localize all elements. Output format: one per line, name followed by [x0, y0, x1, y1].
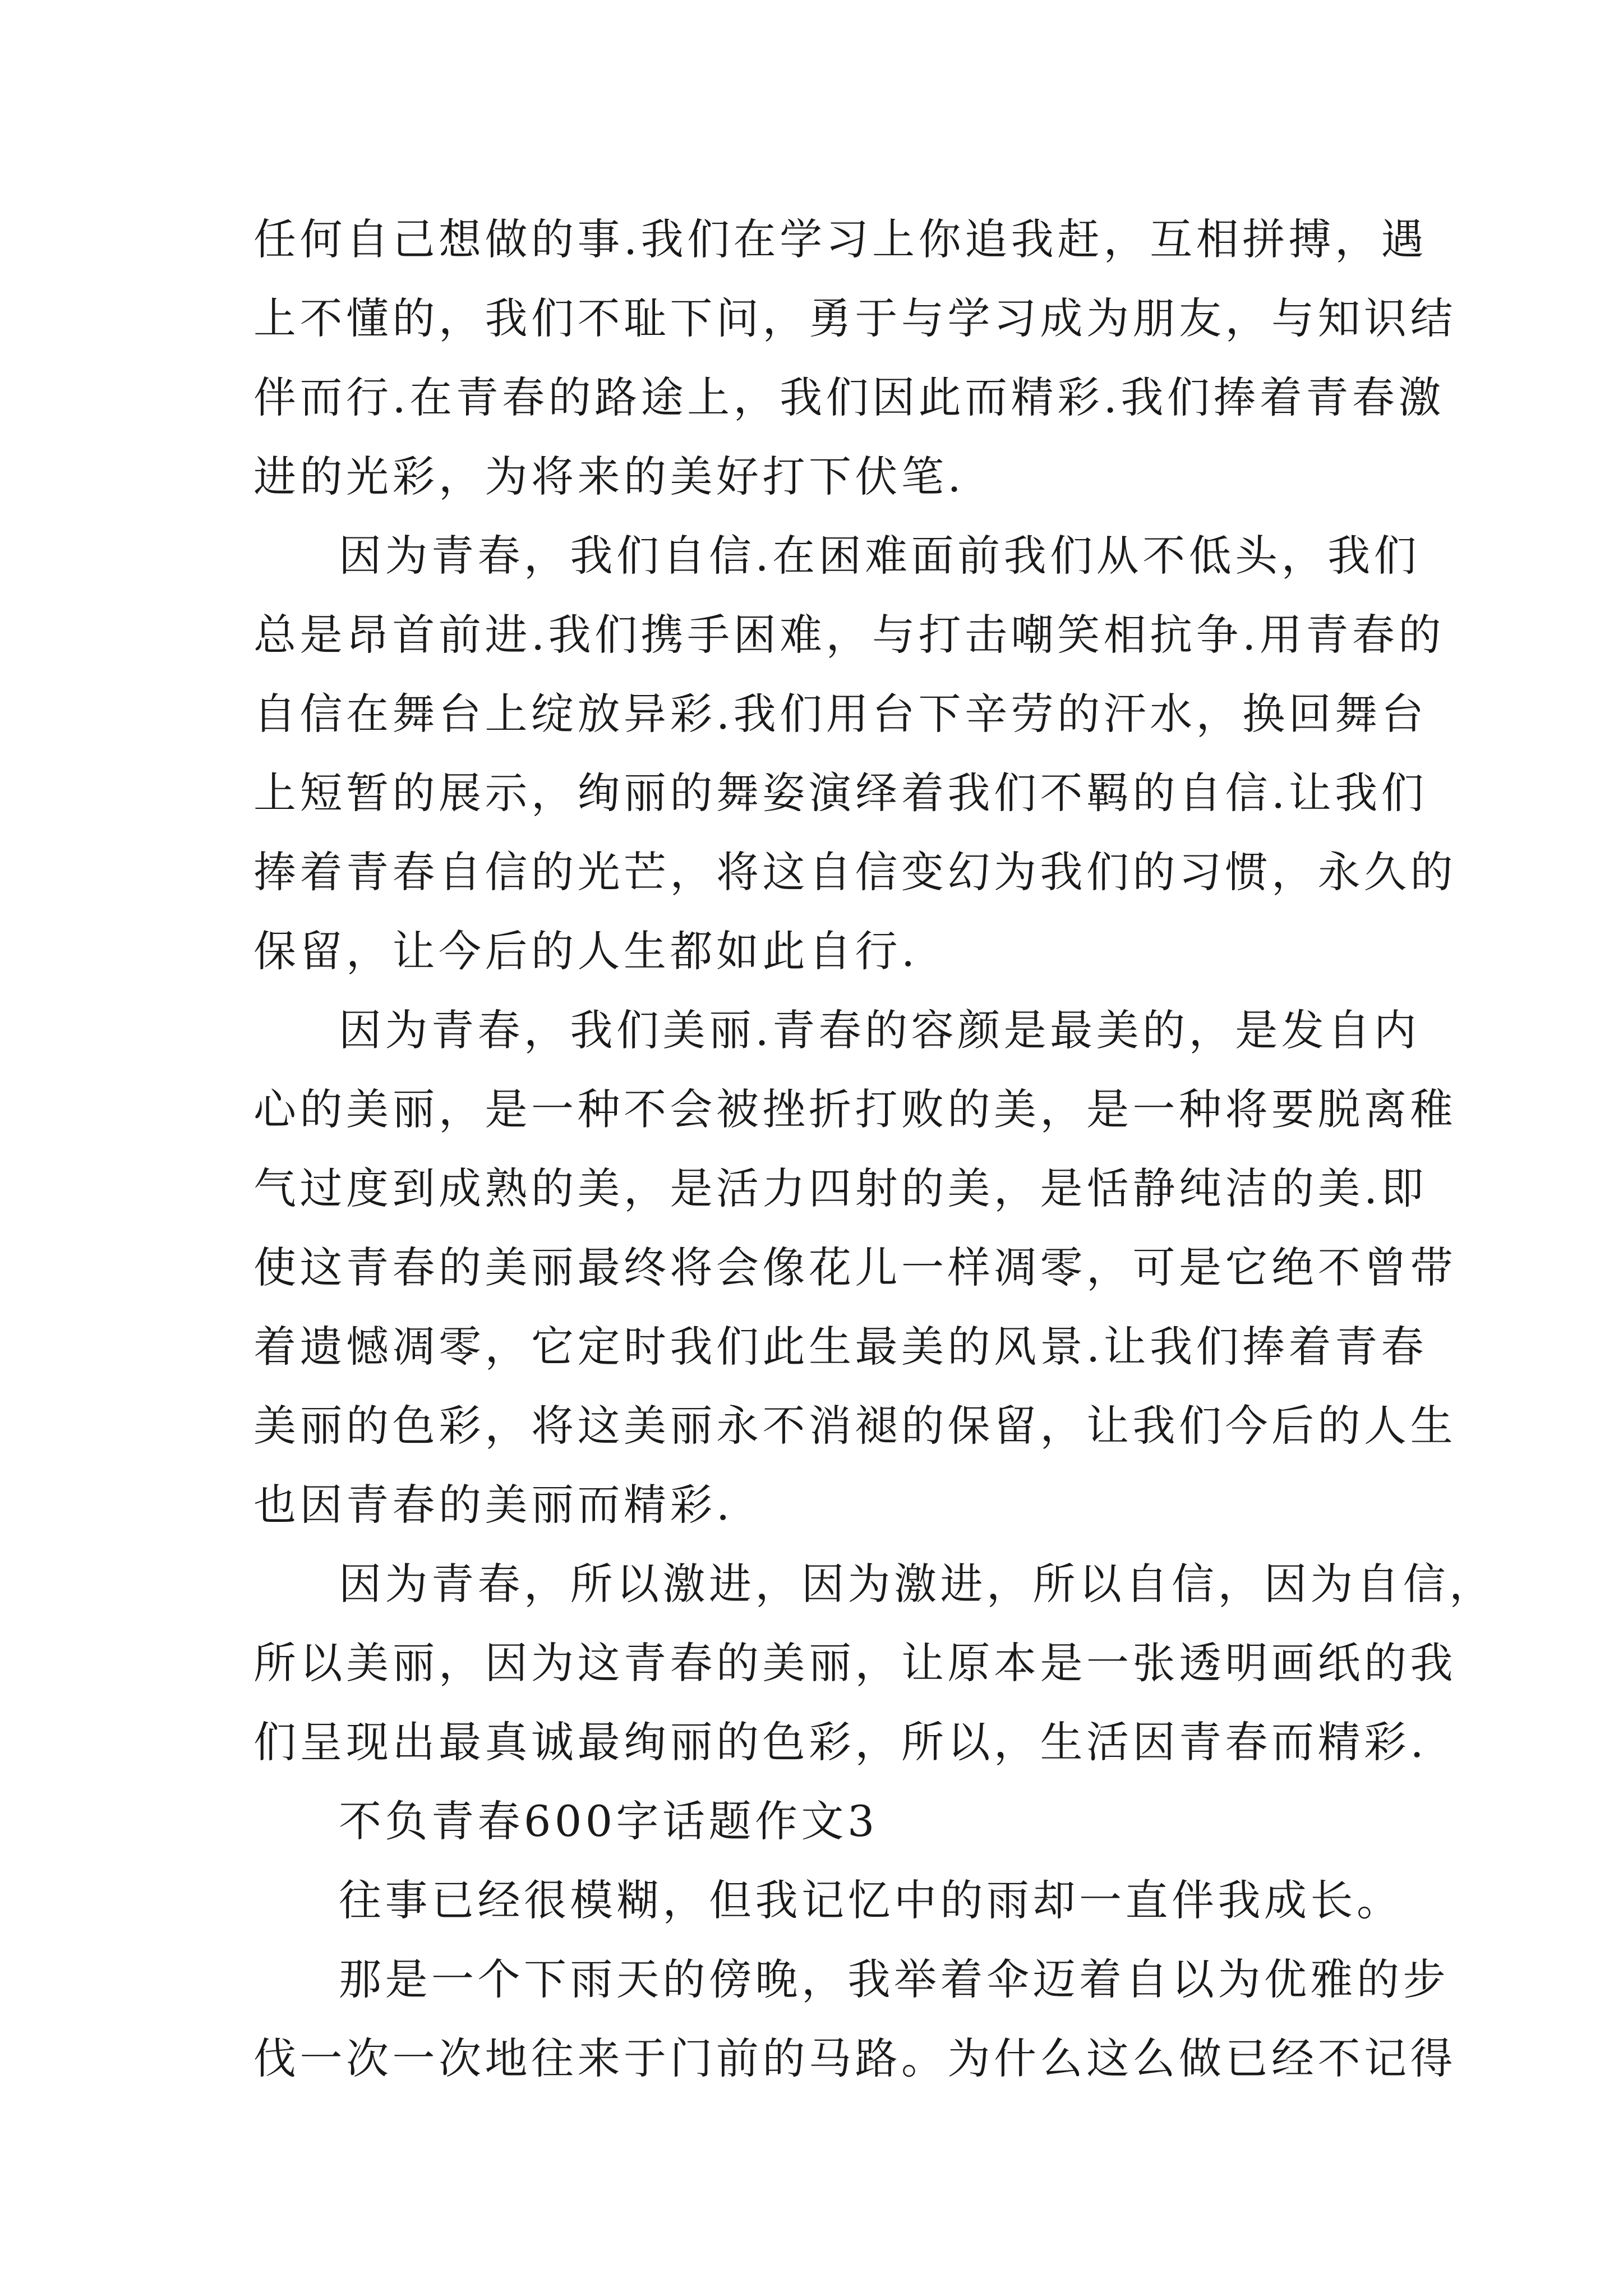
- text-line: 那是一个下雨天的傍晚，我举着伞迈着自以为优雅的步: [339, 1954, 1449, 2004]
- text-line: 们呈现出最真诚最绚丽的色彩，所以，生活因青春而精彩.: [253, 1717, 1428, 1767]
- text-line: 捧着青春自信的光芒，将这自信变幻为我们的习惯，永久的: [253, 847, 1456, 897]
- text-line: 伐一次一次地往来于门前的马路。为什么这么做已经不记得: [253, 2033, 1456, 2083]
- text-line: 上不懂的，我们不耻下问，勇于与学习成为朋友，与知识结: [253, 293, 1456, 343]
- text-line: 气过度到成熟的美，是活力四射的美，是恬静纯洁的美.即: [253, 1163, 1428, 1213]
- text-line: 任何自己想做的事.我们在学习上你追我赶，互相拼搏，遇: [253, 214, 1428, 264]
- text-line: 进的光彩，为将来的美好打下伏笔.: [253, 452, 965, 501]
- text-line: 也因青春的美丽而精彩.: [253, 1480, 734, 1530]
- text-line: 因为青春，我们自信.在困难面前我们从不低头，我们: [339, 531, 1421, 581]
- text-line: 总是昂首前进.我们携手困难，与打击嘲笑相抗争.用青春的: [253, 610, 1445, 660]
- text-line: 使这青春的美丽最终将会像花儿一样凋零，可是它绝不曾带: [253, 1243, 1456, 1292]
- text-line: 自信在舞台上绽放异彩.我们用台下辛劳的汗水，换回舞台: [253, 689, 1428, 739]
- text-line: 往事已经很模糊，但我记忆中的雨却一直伴我成长。: [339, 1875, 1403, 1925]
- text-line: 因为青春，所以激进，因为激进，所以自信，因为自信，: [339, 1559, 1496, 1609]
- text-line: 心的美丽，是一种不会被挫折打败的美，是一种将要脱离稚: [253, 1084, 1456, 1134]
- text-line: 上短暂的展示，绚丽的舞姿演绎着我们不羁的自信.让我们: [253, 768, 1428, 818]
- text-line: 因为青春，我们美丽.青春的容颜是最美的，是发自内: [339, 1005, 1421, 1055]
- text-line: 不负青春600字话题作文3: [339, 1796, 878, 1846]
- text-line: 美丽的色彩，将这美丽永不消褪的保留，让我们今后的人生: [253, 1401, 1456, 1451]
- body-text: [253, 200, 1496, 2098]
- text-line: 保留，让今后的人生都如此自行.: [253, 926, 919, 976]
- text-line: 伴而行.在青春的路途上，我们因此而精彩.我们捧着青春激: [253, 372, 1445, 422]
- text-line: 着遗憾凋零，它定时我们此生最美的风景.让我们捧着青春: [253, 1322, 1428, 1372]
- text-line: 所以美丽，因为这青春的美丽，让原本是一张透明画纸的我: [253, 1638, 1456, 1688]
